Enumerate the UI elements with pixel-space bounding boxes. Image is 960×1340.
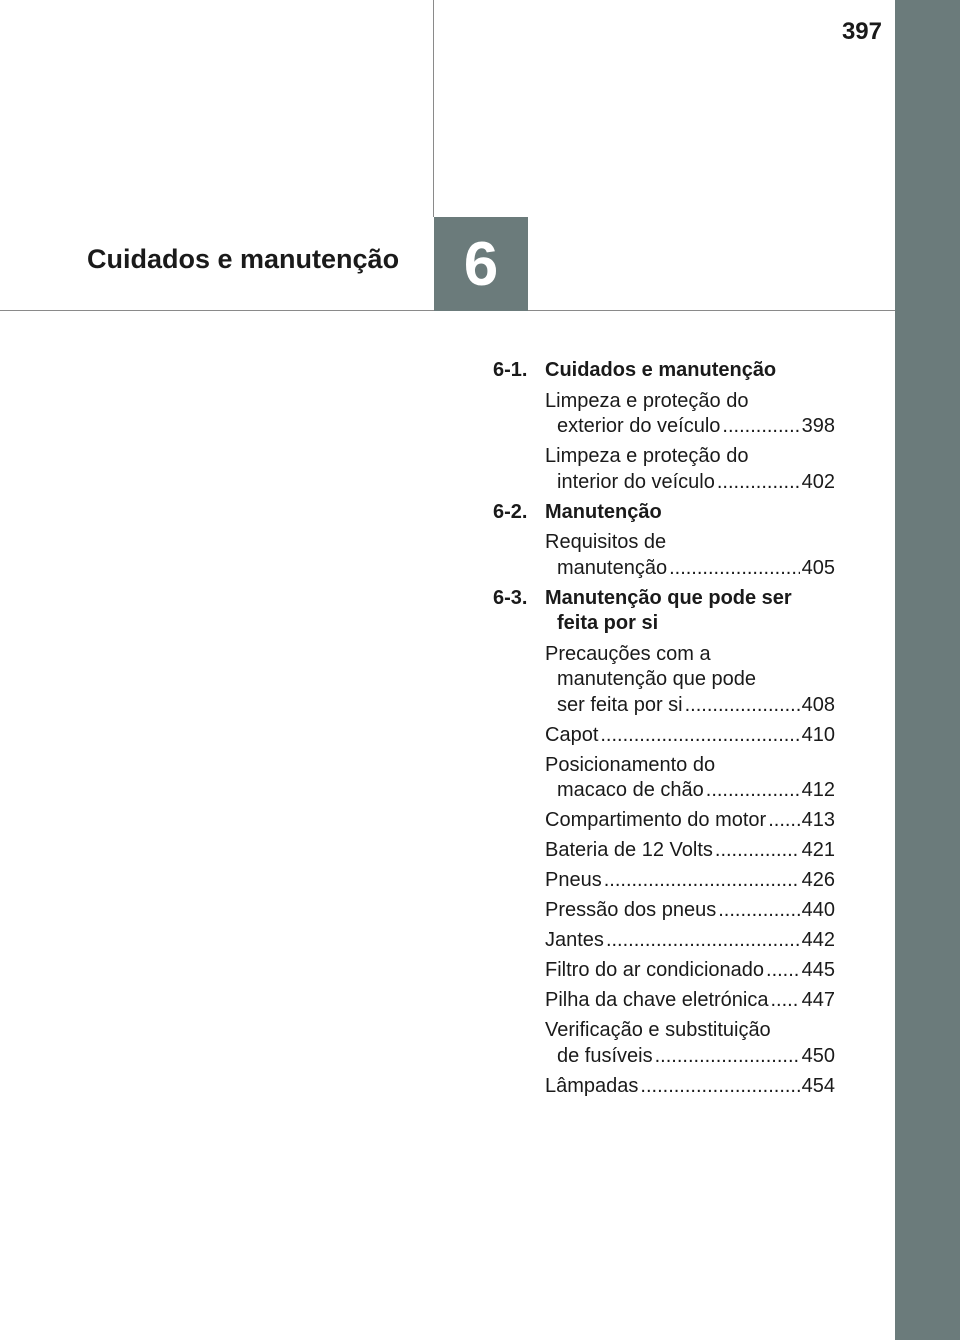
- toc-entry[interactable]: [545, 389, 835, 440]
- toc-section-heading: [493, 586, 835, 637]
- chapter-number-badge: 6: [434, 217, 528, 311]
- dot-leader: [600, 723, 799, 749]
- toc-entry[interactable]: [545, 988, 835, 1014]
- toc-section-number: 6-2.: [493, 500, 528, 523]
- toc-entry-text: Jantes: [545, 929, 604, 951]
- table-of-contents: [493, 358, 835, 1104]
- toc-entry-page: 426: [801, 869, 835, 891]
- toc-entry-text: Capot: [545, 723, 599, 746]
- toc-entry-page: 398: [801, 415, 835, 437]
- toc-entry-text: Pilha da chave eletrónica: [545, 989, 769, 1011]
- dot-leader: [655, 1044, 800, 1070]
- dot-leader: [770, 988, 799, 1014]
- toc-entry-text: Lâmpadas: [545, 1074, 639, 1097]
- toc-entry-text: interior do veículo: [557, 470, 715, 493]
- toc-section-title: Manutenção que pode ser feita por si: [545, 586, 792, 634]
- toc-entry-page: 454: [801, 1074, 835, 1097]
- page-number: 397: [841, 18, 882, 45]
- toc-entry[interactable]: [545, 898, 835, 924]
- dot-leader: [640, 1074, 799, 1100]
- vertical-divider: [433, 0, 434, 217]
- toc-section-title: Manutenção: [545, 500, 662, 523]
- toc-entry-page: 445: [801, 959, 835, 981]
- toc-entry-text: Pneus: [545, 869, 602, 891]
- toc-entry-text: manutenção que pode: [557, 668, 757, 690]
- toc-entry-page: 402: [801, 470, 835, 493]
- dot-leader: [685, 693, 800, 719]
- toc-section-number: 6-1.: [493, 359, 528, 381]
- toc-entry[interactable]: [545, 530, 835, 581]
- toc-entry-text: ser feita por si: [557, 693, 683, 716]
- toc-entry-text: Verificação e substituição: [545, 1019, 771, 1041]
- dot-leader: [715, 838, 800, 864]
- toc-entry-page: 447: [801, 989, 835, 1011]
- toc-entry-page: 421: [801, 839, 835, 861]
- toc-entry-text: Limpeza e proteção do: [545, 445, 749, 467]
- dot-leader: [669, 556, 800, 582]
- dot-leader: [766, 958, 800, 984]
- toc-entry[interactable]: [545, 1074, 835, 1100]
- toc-entry[interactable]: [545, 838, 835, 864]
- dot-leader: [706, 778, 800, 804]
- toc-entry-text: de fusíveis: [557, 1044, 653, 1067]
- toc-entry[interactable]: [545, 642, 835, 719]
- chapter-side-tab: [895, 0, 960, 1340]
- toc-entry-page: 450: [801, 1044, 835, 1067]
- toc-entry-page: 408: [801, 693, 835, 716]
- toc-section-title: Cuidados e manutenção: [545, 359, 777, 381]
- toc-section-heading: [493, 500, 835, 526]
- dot-leader: [768, 808, 799, 834]
- toc-entry[interactable]: [545, 808, 835, 834]
- toc-entry-page: 405: [801, 556, 835, 579]
- toc-entry-text: exterior do veículo: [557, 415, 721, 437]
- toc-entry-text: macaco de chão: [557, 779, 704, 801]
- toc-entry-page: 410: [801, 723, 835, 746]
- toc-entry-text: Filtro do ar condicionado: [545, 959, 765, 981]
- toc-entry-text: Compartimento do motor: [545, 809, 767, 831]
- chapter-title: Cuidados e manutenção: [87, 244, 400, 274]
- toc-entry-text: Pressão dos pneus: [545, 899, 717, 921]
- dot-leader: [722, 414, 799, 440]
- toc-entry-text: Requisitos de: [545, 531, 667, 553]
- toc-entry-text: Limpeza e proteção do: [545, 389, 749, 412]
- dot-leader: [606, 928, 800, 954]
- toc-entry-text: Bateria de 12 Volts: [545, 839, 713, 861]
- toc-entry-page: 413: [801, 809, 835, 831]
- toc-entry[interactable]: [545, 723, 835, 749]
- toc-entry[interactable]: [545, 753, 835, 804]
- toc-section-heading: [493, 358, 835, 384]
- toc-entry[interactable]: [545, 1018, 835, 1069]
- toc-entry-text: Posicionamento do: [545, 753, 716, 776]
- toc-entry-text: Precauções com a: [545, 642, 711, 665]
- toc-entry[interactable]: [545, 444, 835, 495]
- dot-leader: [604, 868, 800, 894]
- toc-section-number: 6-3.: [493, 586, 528, 609]
- toc-entry-page: 440: [801, 899, 835, 921]
- toc-entry[interactable]: [545, 928, 835, 954]
- toc-entry-page: 442: [801, 929, 835, 951]
- dot-leader: [717, 470, 800, 496]
- toc-entry-page: 412: [801, 779, 835, 801]
- dot-leader: [718, 898, 799, 924]
- toc-entry[interactable]: [545, 868, 835, 894]
- toc-entry[interactable]: [545, 958, 835, 984]
- toc-entry-text: manutenção: [557, 556, 668, 579]
